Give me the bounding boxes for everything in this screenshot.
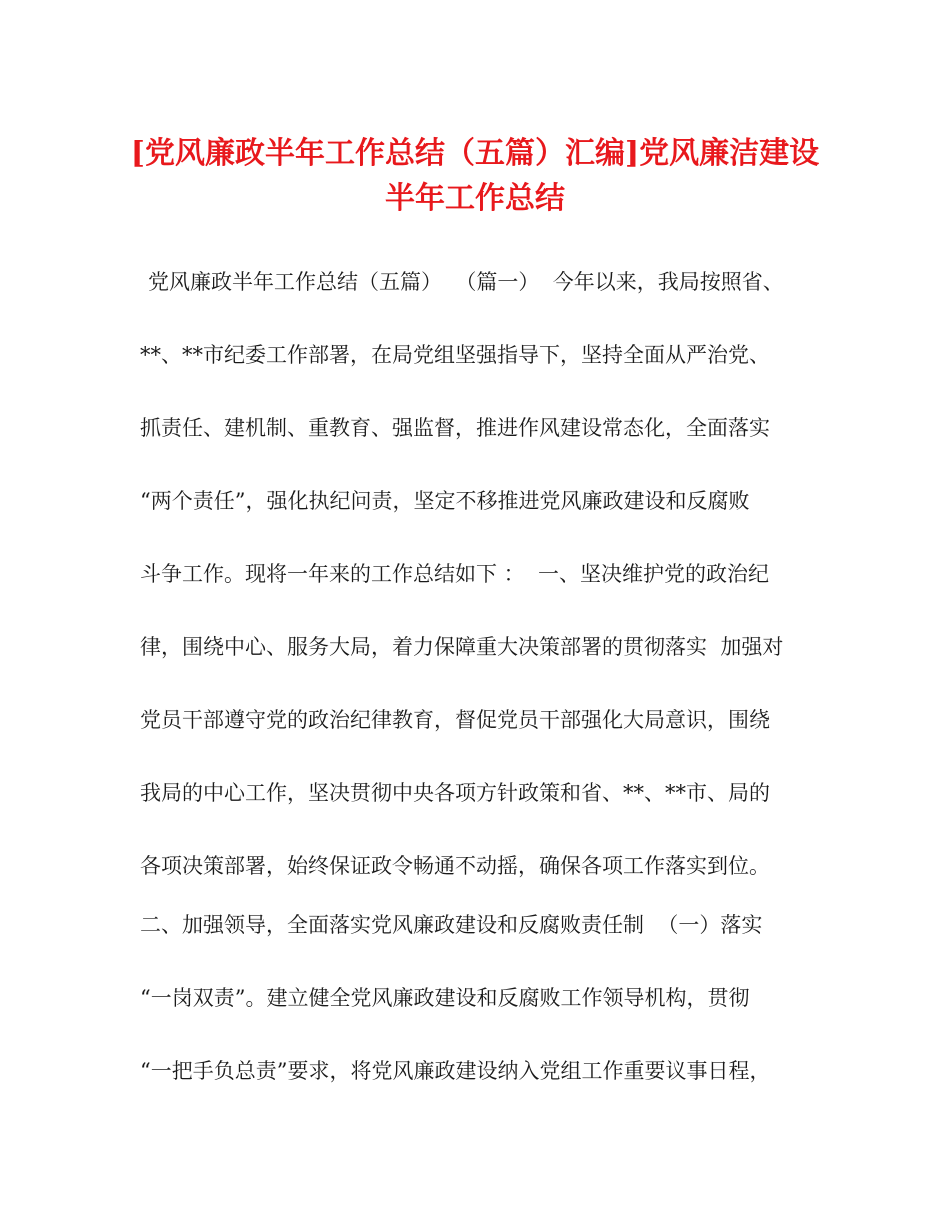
body-text-line: **、**市纪委工作部署，在局党组坚强指导下，坚持全面从严治党、	[140, 343, 770, 367]
body-text-line: 党员干部遵守党的政治纪律教育，督促党员干部强化大局意识，围绕	[140, 708, 770, 732]
document-title-line-1: [党风廉政半年工作总结（五篇）汇编]党风廉洁建设	[130, 136, 820, 171]
document-title-line-2: 半年工作总结	[385, 181, 565, 216]
body-text-line: “一岗双责”。建立健全党风廉政建设和反腐败工作领导机构，贯彻	[140, 986, 750, 1010]
body-text-line: “一把手负总责”要求，将党风廉政建设纳入党组工作重要议事日程，	[140, 1059, 771, 1083]
body-text-line: 抓责任、建机制、重教育、强监督，推进作风建设常态化，全面落实	[140, 416, 770, 440]
body-text-line: 我局的中心工作，坚决贯彻中央各项方针政策和省、**、**市、局的	[140, 781, 770, 805]
body-text-line: 斗争工作。现将一年来的工作总结如下 ： 一、坚决维护党的政治纪	[140, 562, 770, 586]
body-text-line: 党风廉政半年工作总结（五篇） （篇一） 今年以来，我局按照省、	[148, 270, 784, 294]
body-text-line: 各项决策部署，始终保证政令畅通不动摇，确保各项工作落实到位。	[140, 854, 770, 878]
body-text-line: “两个责任”，强化执纪问责，坚定不移推进党风廉政建设和反腐败	[140, 489, 750, 513]
body-text-line: 二、加强领导，全面落实党风廉政建设和反腐败责任制 （一）落实	[140, 913, 763, 937]
body-text-line: 律，围绕中心、服务大局，着力保障重大决策部署的贯彻落实 加强对	[140, 635, 784, 659]
